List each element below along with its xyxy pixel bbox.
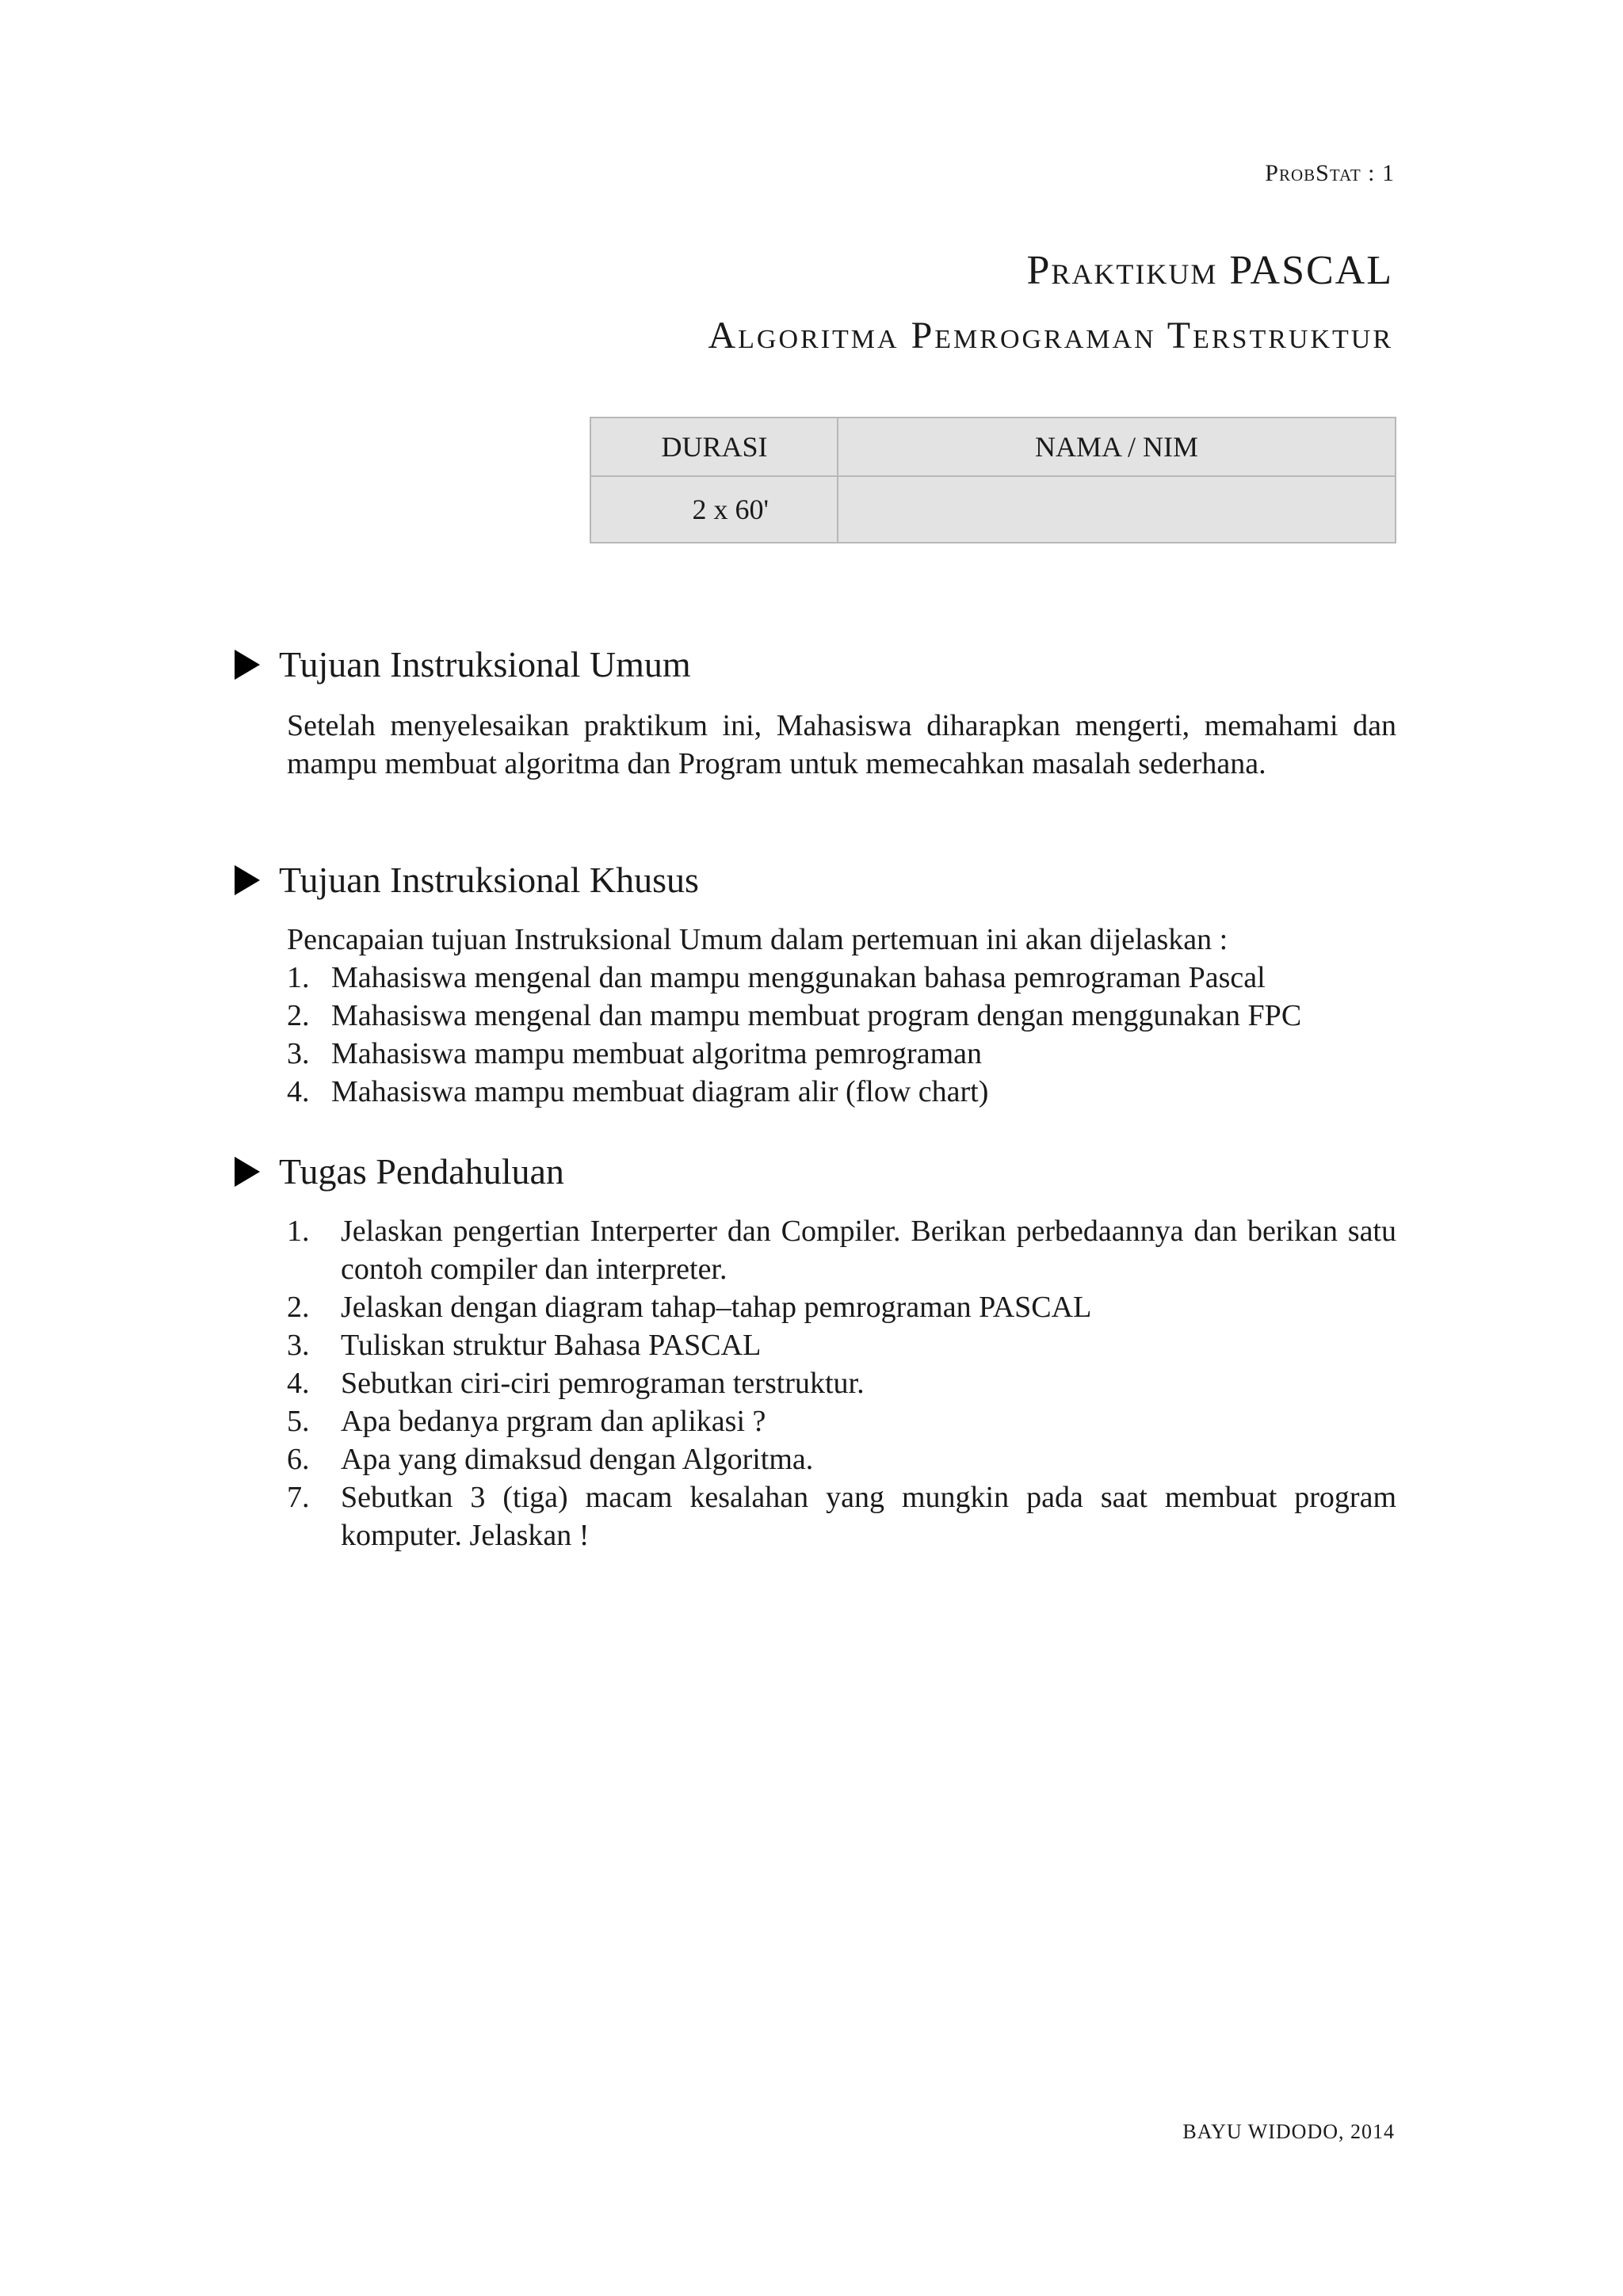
info-table-header-row: [590, 418, 1396, 476]
list-item: 3. Tuliskan struktur Bahasa PASCAL: [287, 1329, 762, 1362]
tugas-list: [287, 1212, 1396, 1554]
triangle-bullet-icon: [235, 1157, 260, 1187]
section-khusus-title: Tujuan Instruksional Khusus: [279, 860, 699, 900]
section-umum-heading: [235, 643, 691, 685]
list-item: 4. Sebutkan ciri-ciri pemrograman terstruktur.: [287, 1367, 865, 1400]
header-label: ProbStat : 1: [1265, 160, 1395, 186]
section-tugas-heading: [235, 1150, 564, 1192]
list-item: 5. Apa bedanya prgram dan aplikasi ?: [287, 1405, 766, 1438]
section-khusus-intro: Pencapaian tujuan Instruksional Umum dalam pertemuan ini akan dijelaskan :: [287, 923, 1228, 956]
list-item: 1. Mahasiswa mengenal dan mampu menggunakan bahasa pemrograman Pascal: [287, 961, 1266, 994]
durasi-header: DURASI: [590, 418, 838, 476]
list-item: 7. Sebutkan 3 (tiga) macam kesalahan yang mungkin pada saat membuat program komputer. Jelaskan !: [287, 1481, 1396, 1552]
list-item: 6. Apa yang dimaksud dengan Algoritma.: [287, 1443, 814, 1476]
section-umum-title: Tujuan Instruksional Umum: [279, 644, 691, 685]
footer-author: BAYU WIDODO, 2014: [1182, 2120, 1395, 2143]
triangle-bullet-icon: [235, 650, 260, 680]
section-umum-text: Setelah menyelesaikan praktikum ini, Mahasiswa diharapkan mengerti, memahami dan mampu membuat algoritma dan Program untuk memecahkan masalah sederhana.: [287, 709, 1396, 780]
section-tugas-title: Tugas Pendahuluan: [279, 1151, 564, 1192]
list-item: 2. Jelaskan dengan diagram tahap–tahap pemrograman PASCAL: [287, 1291, 1092, 1324]
list-item: 4. Mahasiswa mampu membuat diagram alir (flow chart): [287, 1075, 989, 1108]
durasi-value: 2 x 60': [590, 476, 838, 543]
nama-nim-value: [838, 476, 1396, 543]
page-subtitle: Algoritma Pemrograman Terstruktur: [708, 315, 1393, 357]
list-item: 3. Mahasiswa mampu membuat algoritma pemrograman: [287, 1037, 982, 1070]
list-item: 2. Mahasiswa mengenal dan mampu membuat program dengan menggunakan FPC: [287, 999, 1302, 1032]
khusus-list: [287, 959, 1396, 1111]
list-item: 1. Jelaskan pengertian Interperter dan Compiler. Berikan perbedaannya dan berikan satu contoh compiler dan interpreter.: [287, 1215, 1396, 1286]
info-table: [590, 417, 1396, 543]
section-khusus-heading: [235, 859, 699, 901]
page-title: Praktikum PASCAL: [1026, 248, 1393, 293]
info-table-value-row: [590, 476, 1396, 543]
triangle-bullet-icon: [235, 865, 260, 895]
nama-nim-header: NAMA / NIM: [838, 418, 1396, 476]
